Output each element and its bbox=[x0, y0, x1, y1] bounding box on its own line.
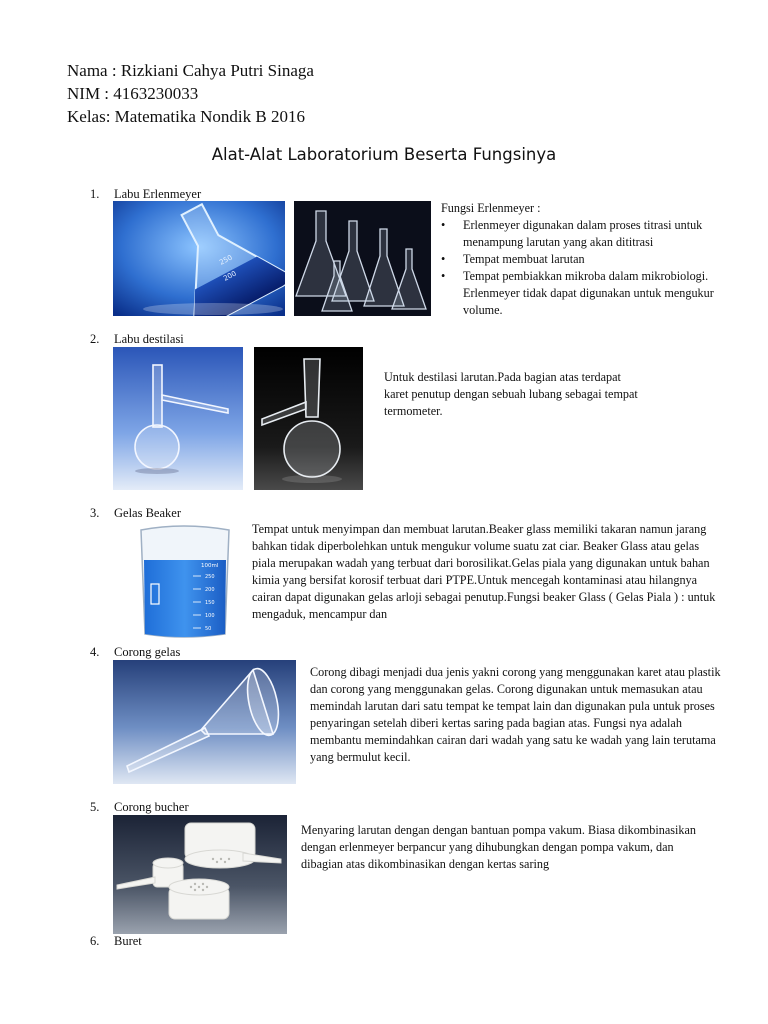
item-3-description: Tempat untuk menyimpan dan membuat larutan.Beaker glass memiliki takaran namun jarang bahkan tidak diperbolehkan untuk mengukur volume suatu zat ciar. Beaker Glass atau gelas piala merupakan wadah yang terbuat dari borosilikat.Gelas piala yang digunakan untuk bahan kimia yang bersifat korosif terbuat dari PTPE.Untuk mencegah kontaminasi atau hilangnya cairan dapat digunakan gelas arloji sebagai penutup.Fungsi beaker Glass ( Gelas Piala ) : untuk mengaduk, mencampur dan bbox=[252, 522, 716, 621]
item-5-heading bbox=[90, 800, 189, 815]
item-1-heading bbox=[90, 187, 201, 202]
function-list bbox=[441, 217, 741, 319]
item-name: Corong gelas bbox=[114, 645, 181, 659]
student-name: Nama : Rizkiani Cahya Putri Sinaga bbox=[67, 61, 314, 80]
page-title: Alat-Alat Laboratorium Beserta Fungsinya bbox=[211, 145, 557, 164]
bullet-icon: • bbox=[441, 252, 446, 266]
beaker-mark: 150 bbox=[205, 600, 215, 606]
beaker-mark: 50 bbox=[205, 626, 212, 632]
bullet-icon: • bbox=[441, 269, 446, 283]
distillation-flask-photo-dark bbox=[254, 347, 363, 490]
erlenmeyer-photo-set bbox=[294, 201, 431, 316]
item-5-description: Menyaring larutan dengan dengan bantuan pompa vakum. Biasa dikombinasikan dengan erlenmeyer berpancur yang dihubungkan dengan pompa vakum, dan dibagian atas dikombinasikan dengan kertas saring bbox=[301, 823, 696, 871]
item-number: 1. bbox=[90, 187, 100, 201]
flask-mark: 200 bbox=[222, 269, 238, 283]
item-2-description: Untuk destilasi larutan.Pada bagian atas terdapat karet penutup dengan sebuah lubang sebagai tempat termometer. bbox=[384, 370, 638, 418]
item-number: 3. bbox=[90, 506, 100, 520]
item-name: Labu Erlenmeyer bbox=[114, 187, 202, 201]
item-name: Gelas Beaker bbox=[114, 506, 181, 520]
list-item: • Tempat pembiakkan mikroba dalam mikrobiologi. Erlenmeyer tidak dapat digunakan untuk mengukur volume. bbox=[441, 269, 714, 317]
beaker-mark: 100 bbox=[205, 613, 215, 619]
beaker-mark: 200 bbox=[205, 587, 215, 593]
function-heading: Fungsi Erlenmeyer : bbox=[441, 201, 541, 215]
item-number: 6. bbox=[90, 934, 100, 948]
item-2-heading bbox=[90, 332, 184, 347]
item-3-heading bbox=[90, 506, 181, 521]
student-nim: NIM : 4163230033 bbox=[67, 84, 199, 103]
list-item: • Erlenmeyer digunakan dalam proses titrasi untuk menampung larutan yang akan dititrasi bbox=[441, 218, 703, 249]
flask-mark: 250 bbox=[218, 253, 234, 267]
item-name: Labu destilasi bbox=[114, 332, 184, 346]
distillation-flask-photo-blue bbox=[113, 347, 243, 490]
item-4-heading bbox=[90, 645, 180, 660]
item-1-functions bbox=[441, 200, 741, 319]
item-number: 5. bbox=[90, 800, 100, 814]
list-item: • Tempat membuat larutan bbox=[441, 252, 585, 266]
beaker-mark: 250 bbox=[205, 574, 215, 580]
item-number: 4. bbox=[90, 645, 100, 659]
student-class: Kelas: Matematika Nondik B 2016 bbox=[67, 107, 305, 126]
erlenmeyer-photo-blue bbox=[113, 201, 285, 316]
glass-funnel-photo bbox=[113, 660, 296, 784]
item-4-description: Corong dibagi menjadi dua jenis yakni corong yang menggunakan karet atau plastik dan corong yang menggunakan gelas. Corong digunakan untuk memasukan atau memindah larutan dari satu tempat ke tempat lain dan digunakan pula untuk proses penyaringan setelah diberi kertas saring pada bagian atas. Fungsi nya adalah membantu memindahkan cairan dari wadah yang satu ke wadah yang lain terutama yang bermulut kecil. bbox=[310, 665, 721, 764]
item-6-heading bbox=[90, 934, 142, 949]
item-name: Corong bucher bbox=[114, 800, 189, 814]
item-name: Buret bbox=[114, 934, 142, 948]
buchner-funnel-photo bbox=[113, 815, 287, 934]
beaker-mark: 100ml bbox=[201, 563, 219, 569]
bullet-icon: • bbox=[441, 218, 446, 232]
beaker-photo bbox=[133, 522, 235, 642]
item-number: 2. bbox=[90, 332, 100, 346]
